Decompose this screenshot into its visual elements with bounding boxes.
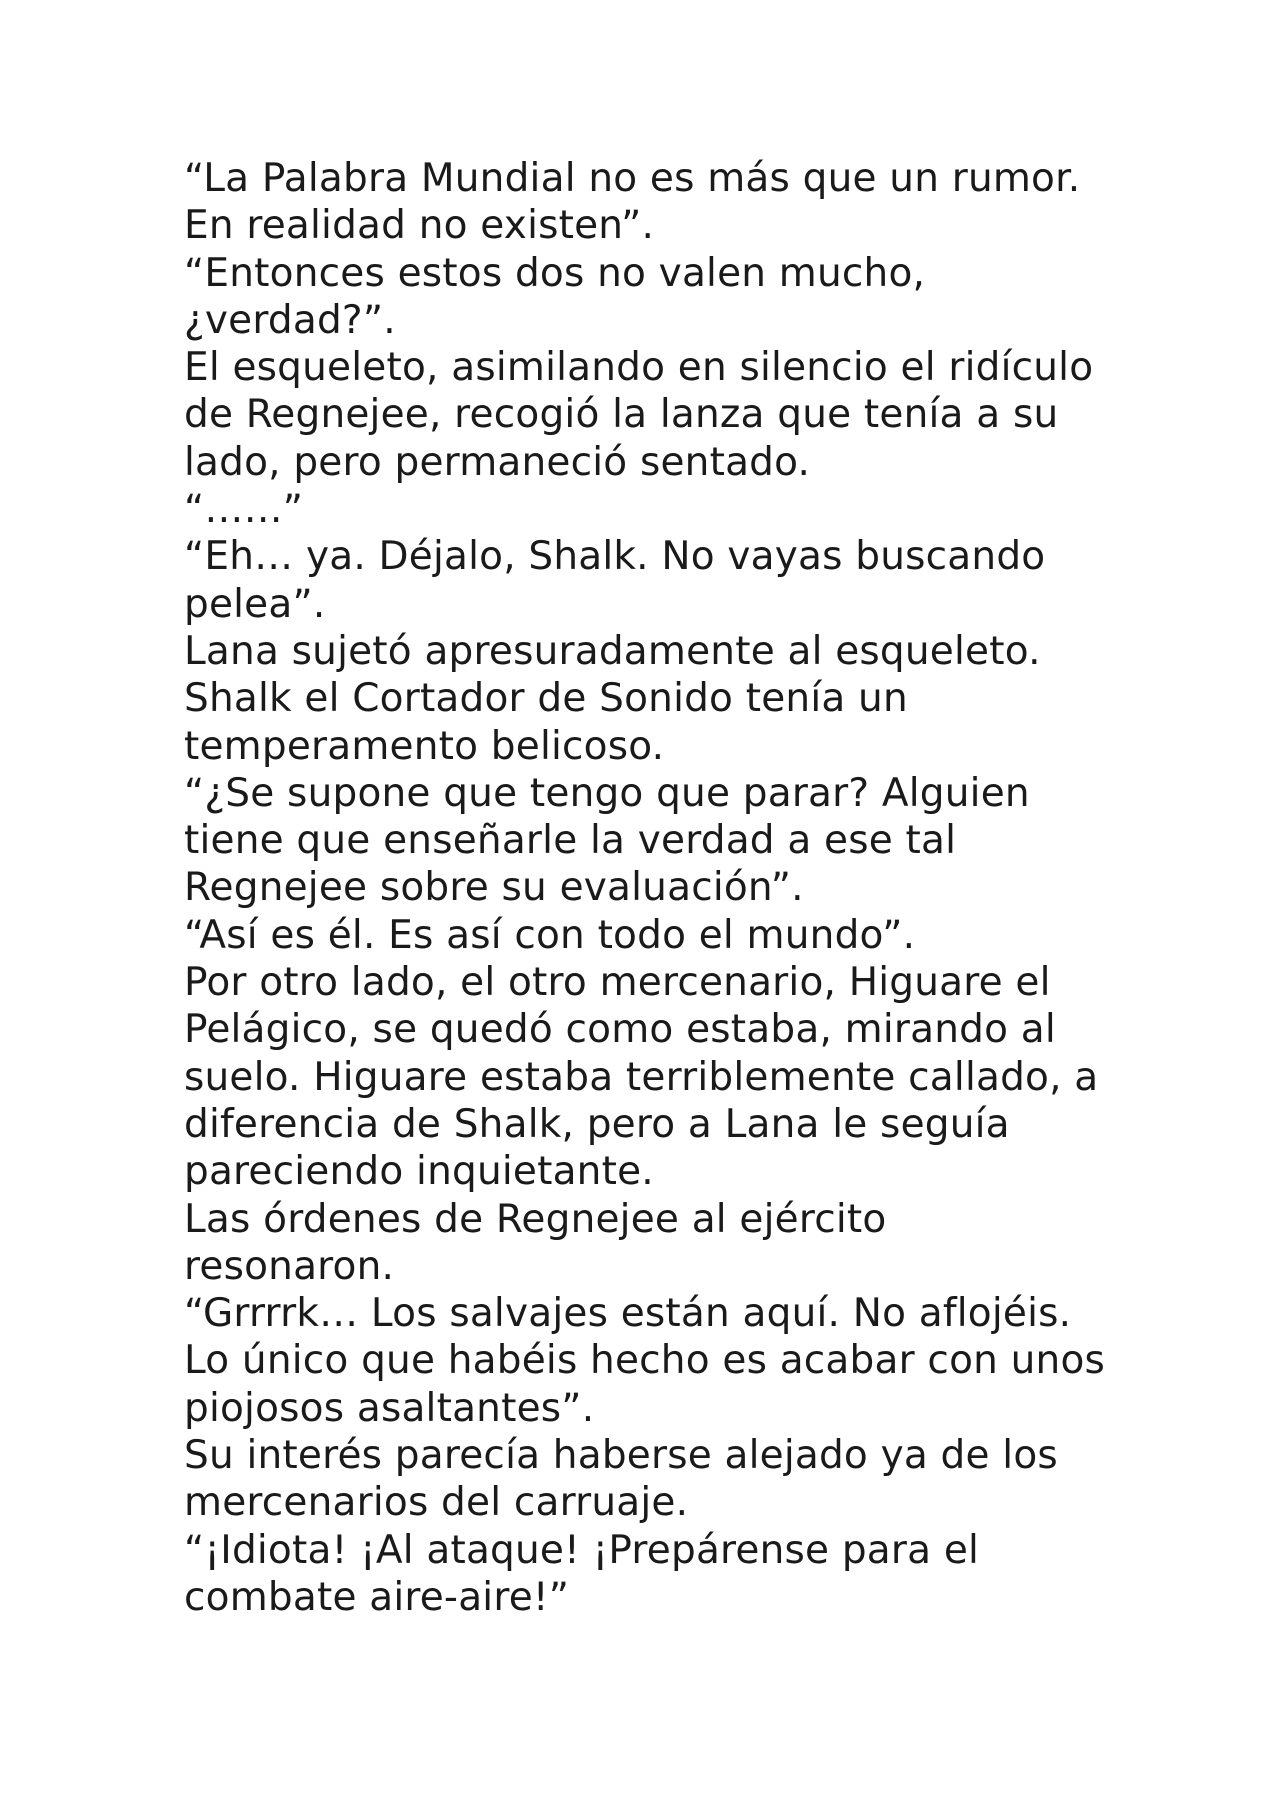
text-line: El esqueleto, asimilando en silencio el ridículo: [184, 345, 1094, 391]
text-line: combate aire-aire!”: [184, 1574, 570, 1620]
text-line: “La Palabra Mundial no es más que un rumor.: [184, 156, 1081, 201]
text-line: “¡Idiota! ¡Al ataque! ¡Prepárense para el: [184, 1527, 980, 1573]
text-line: Lana sujetó apresuradamente al esqueleto.: [184, 628, 1041, 674]
text-line: Pelágico, se quedó como estaba, mirando al: [184, 1007, 1056, 1053]
text-line: mercenarios del carruaje.: [184, 1480, 689, 1526]
text-line: “Grrrrk… Los salvajes están aquí. No aflojéis.: [184, 1291, 1072, 1337]
text-line: “Entonces estos dos no valen mucho,: [184, 250, 926, 296]
text-line: de Regnejee, recogió la lanza que tenía a su: [184, 392, 1059, 438]
body-text: [184, 155, 1184, 1621]
text-line: “Eh… ya. Déjalo, Shalk. No vayas buscando: [184, 534, 1046, 580]
text-line: suelo. Higuare estaba terriblemente callado, a: [184, 1054, 1099, 1100]
text-line: Por otro lado, el otro mercenario, Higuare el: [184, 960, 1051, 1006]
text-line: En realidad no existen”.: [184, 203, 655, 249]
text-line: Regnejee sobre su evaluación”.: [184, 865, 804, 911]
text-line: Lo único que habéis hecho es acabar con unos: [184, 1338, 1106, 1384]
text-line: Las órdenes de Regnejee al ejército: [184, 1196, 887, 1242]
text-line: “¿Se supone que tengo que parar? Alguien: [184, 770, 1030, 816]
text-line: Su interés parecía haberse alejado ya de los: [184, 1433, 1058, 1479]
text-line: “Así es él. Es así con todo el mundo”.: [184, 912, 916, 958]
text-line: ¿verdad?”.: [184, 297, 396, 343]
text-line: pareciendo inquietante.: [184, 1149, 654, 1195]
text-line: temperamento belicoso.: [184, 723, 665, 769]
text-line: pelea”.: [184, 581, 326, 627]
text-line: tiene que enseñarle la verdad a ese tal: [184, 818, 957, 864]
text-line: “……”: [184, 487, 304, 533]
text-line: diferencia de Shalk, pero a Lana le seguía: [184, 1101, 1010, 1147]
text-line: resonaron.: [184, 1243, 395, 1289]
text-line: Shalk el Cortador de Sonido tenía un: [184, 676, 908, 722]
text-line: piojosos asaltantes”.: [184, 1385, 595, 1431]
text-line: lado, pero permaneció sentado.: [184, 439, 811, 485]
